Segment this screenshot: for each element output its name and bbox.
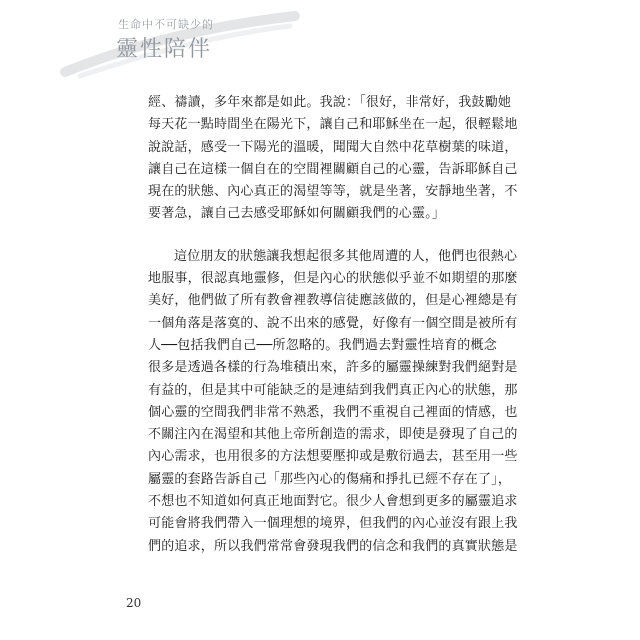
- text-line: 不想也不知道如何真正地面對它。很少人會想到更多的屬靈追求: [148, 494, 518, 510]
- text-line: 不關注內在渴望和其他上帝所創造的需求，即使是發現了自己的: [148, 427, 518, 443]
- text-line: 經、禱讀，多年來都是如此。我說：「很好，非常好，我鼓勵她: [148, 95, 512, 110]
- text-line: 可能會將我們帶入一個理想的境界，但我們的內心並沒有跟上我: [148, 516, 518, 532]
- text-line: 個心靈的空間我們非常不熟悉，我們不重視自己裡面的情感，也: [148, 404, 518, 420]
- paragraph-2: [148, 246, 518, 558]
- page-number: 20: [126, 596, 142, 610]
- text-line: 說說話，感受一下陽光的溫暖，聞聞大自然中花草樹葉的味道，: [148, 139, 518, 155]
- text-line: 人──包括我們自己──所忽略的。我們過去對靈性培育的概念: [148, 337, 497, 353]
- text-line: 每天花一點時間坐在陽光下，讓自己和耶穌坐在一起，很輕鬆地: [148, 117, 518, 133]
- text-line: 地服事，很認真地靈修，但是內心的狀態似乎並不如期望的那麼: [148, 271, 518, 287]
- header-series-line: 生命中不可缺少的: [118, 18, 214, 31]
- text-line: 很多是透過各樣的行為堆積出來，許多的屬靈操練對我們絕對是: [148, 360, 518, 376]
- paragraph-gap: [148, 226, 498, 246]
- text-line: 讓自己在這樣一個自在的空間裡關顧自己的心靈，告訴耶穌自己: [148, 161, 518, 177]
- text-line: 屬靈的套路告訴自己「那些內心的傷痛和掙扎已經不存在了」，: [148, 471, 512, 487]
- text-line: 一個角落是落寞的、說不出來的感覺，好像有一個空間是被所有: [148, 315, 518, 331]
- text-line: 們的追求，所以我們常常會發現我們的信念和我們的真實狀態是: [148, 538, 518, 554]
- text-line: 內心需求，也用很多的方法想要壓抑或是敷衍過去，甚至用一些: [148, 449, 518, 465]
- paragraph-1: [148, 92, 518, 226]
- text-line: 要著急，讓自己去感受耶穌如何關顧我們的心靈。」: [148, 206, 446, 222]
- text-line: 現在的狀態、內心真正的渴望等等，就是坐著，安靜地坐著，不: [148, 184, 518, 200]
- text-line: 有益的，但是其中可能缺乏的是連結到我們真正內心的狀態，那: [148, 382, 518, 398]
- body-text: [148, 92, 518, 558]
- header-book-title: 靈性陪伴: [116, 37, 213, 62]
- text-line: 美好，他們做了所有教會裡教導信徒應該做的，但是心裡總是有: [148, 293, 518, 309]
- text-line: 這位朋友的狀態讓我想起很多其他周遭的人，他們也很熱心: [174, 248, 518, 264]
